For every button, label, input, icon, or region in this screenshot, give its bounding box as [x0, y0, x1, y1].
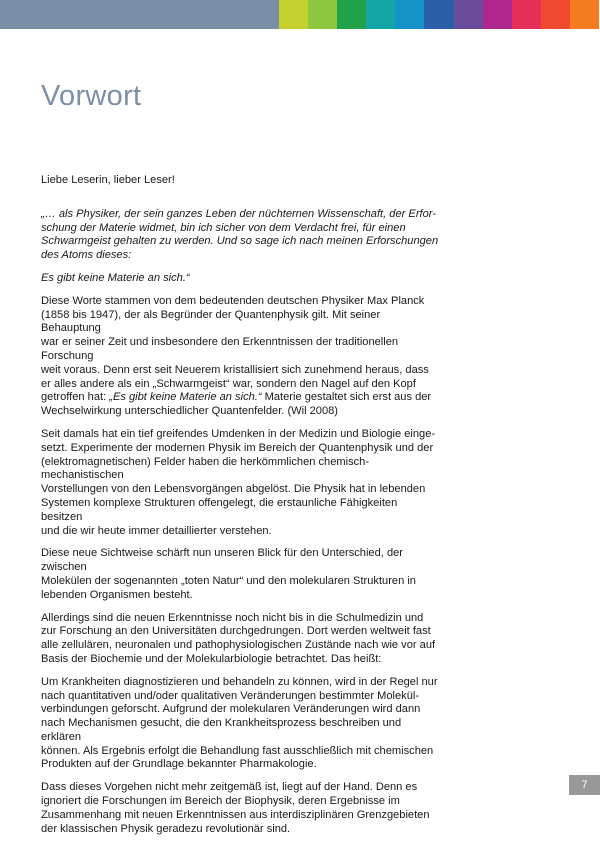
color-swatch [366, 0, 395, 29]
color-swatch [279, 0, 308, 29]
foreword-body [41, 174, 441, 845]
color-swatch [483, 0, 512, 29]
planck-quote: „… als Physiker, der sein ganzes Leben der nüchternen Wissenschaft, der Erfor- schung der Materie widmet, bin ich sicher von dem Verdacht frei, für einen Schwarmgeist gehalten zu werden. Und so sage ich nach meinen Erforschungen des Atoms dieses: [41, 207, 439, 262]
page-number: 7 [569, 775, 600, 795]
paragraph-vorgehen: Dass dieses Vorgehen nicht mehr zeitgemäß ist, liegt auf der Hand. Denn es ignoriert die Forschungen im Bereich der Biophysik, deren Ergebnisse im Zusammenhang mit neuen Erkenntnissen aus interdisziplinären Grenzgebieten der klassischen Physik geradezu revolutionär sind. [41, 781, 430, 835]
color-swatch [541, 0, 570, 29]
color-swatch [454, 0, 483, 29]
color-swatch [512, 0, 541, 29]
salutation: Liebe Leserin, lieber Leser! [41, 174, 175, 186]
color-swatch [395, 0, 424, 29]
page-title: Vorwort [41, 80, 142, 112]
paragraph-planck: Diese Worte stammen von dem bedeutenden deutschen Physiker Max Planck (1858 bis 1947), der als Begründer der Quantenphysik gilt. Mit seiner Behauptung war er seiner Zeit und insbesondere den Erkenntnissen der traditionellen Forschung weit voraus. Denn erst seit Neuerem kristallisiert sich zunehmend heraus, dass er alles andere als ein „Schwarmgeist“ war, sondern den Nagel auf den Kopf getroffen hat: „Es gibt keine Materie an sich.“ Materie gestaltet sich erst aus der Wechselwirkung unterschiedlicher Quantenfelder. (Wil 2008) [41, 294, 432, 418]
paragraph-sichtweise: Diese neue Sichtweise schärft nun unseren Blick für den Unterschied, der zwischen Molekülen der sogenannten „toten Natur“ und den molekularen Strukturen in lebenden Organismen besteht. [41, 547, 416, 601]
color-header-bar [0, 0, 600, 29]
color-swatch [308, 0, 337, 29]
color-swatch [570, 0, 599, 29]
paragraph-umdenken: Seit damals hat ein tief greifendes Umdenken in der Medizin und Biologie einge- setzt. Experimente der modernen Physik im Bereich der Quantenphysik und der (elektromagnetischen) Felder haben die herkömmlichen chemisch-mechanistischen Vorstellungen von den Lebensvorgängen abgelöst. Die Physik hat in lebenden Systemen komplexe Strukturen offengelegt, die erstaunliche Fähigkeiten besitzen und die wir heute immer detaillierter verstehen. [41, 427, 436, 537]
header-gray-block [0, 0, 279, 29]
color-swatch [337, 0, 366, 29]
paragraph-krankheiten: Um Krankheiten diagnostizieren und behandeln zu können, wird in der Regel nur nach quantitativen und/oder qualitativen Veränderungen bestimmter Molekül- verbindungen geforscht. Aufgrund der molekularen Veränderungen wird dann nach Mechanismen gesucht, die den Krankheitsprozess beschreiben und erklären können. Als Ergebnis erfolgt die Behandlung fast ausschließlich mit chemischen Produkten auf der Grundlage bekannter Pharmakologie. [41, 675, 438, 771]
planck-quote-end: Es gibt keine Materie an sich.“ [41, 271, 190, 284]
color-swatch [424, 0, 453, 29]
paragraph-schulmedizin: Allerdings sind die neuen Erkenntnisse noch nicht bis in die Schulmedizin und zur Forschung an den Universitäten durchgedrungen. Dort werden weltweit fast alle zellulären, neuronalen und pathophysiologischen Zustände nach wie vor auf Basis der Biochemie und der Molekularbiologie betrachtet. Das heißt: [41, 611, 436, 665]
